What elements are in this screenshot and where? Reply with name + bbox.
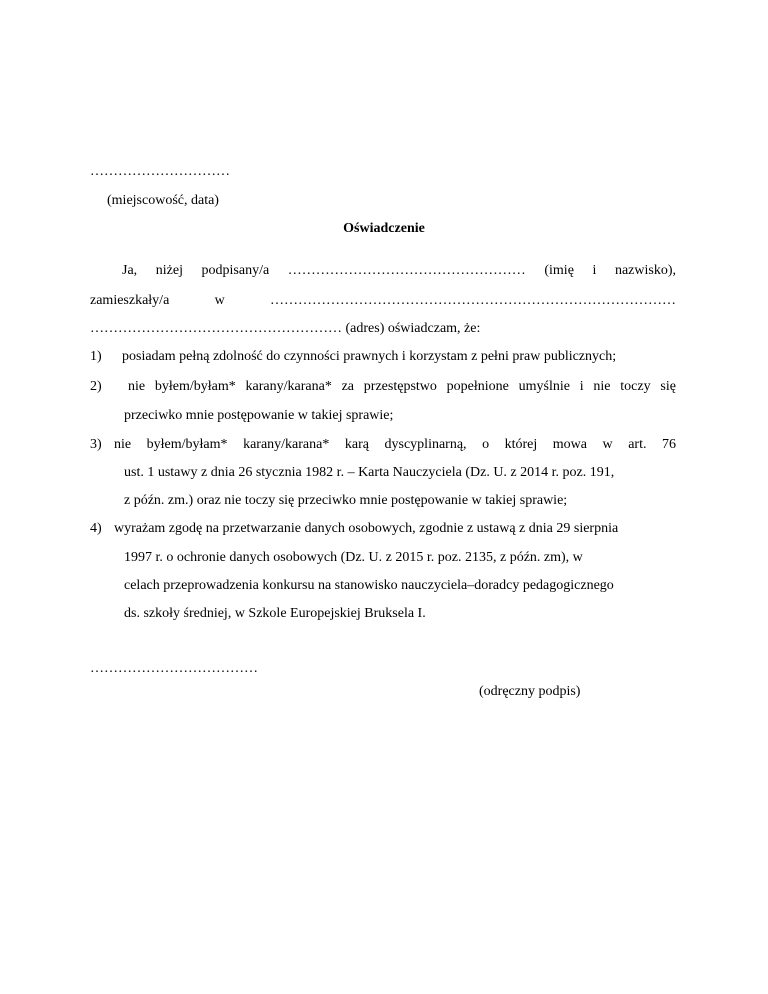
word: i	[579, 379, 584, 394]
item-4-line: celach przeprowadzenia konkursu na stanowisko nauczyciela–doradcy pedagogicznego	[124, 578, 614, 593]
item-4-line: 1997 r. o ochronie danych osobowych (Dz. U. z 2015 r. poz. 2135, z późn. zm), w	[124, 550, 583, 565]
word: za	[341, 379, 355, 394]
word: 76	[662, 437, 676, 452]
word: mowa	[552, 437, 588, 452]
name-dots: ……………………………………………	[287, 263, 526, 278]
word: dyscyplinarną,	[384, 437, 467, 452]
word: o	[482, 437, 490, 452]
word: podpisany/a	[201, 263, 270, 278]
word: umyślnie	[518, 379, 570, 394]
word: w	[214, 293, 225, 308]
word: nazwisko),	[614, 263, 676, 278]
word: w	[602, 437, 613, 452]
item-number: 1)	[90, 349, 102, 364]
place-date-dots: …………………………	[90, 164, 230, 179]
word: przestępstwo	[363, 379, 437, 394]
word: toczy	[620, 379, 651, 394]
place-date-label: (miejscowość, data)	[107, 193, 219, 208]
word: się	[660, 379, 676, 394]
word: karany/karana*	[243, 437, 330, 452]
item-number: 3)	[90, 437, 102, 452]
intro-line-3: ……………………………………………… (adres) oświadczam, że:	[90, 321, 481, 336]
item-4-line: ds. szkoły średniej, w Szkole Europejskiej Bruksela I.	[124, 606, 426, 621]
item-2-first-line	[128, 379, 676, 395]
word: popełnione	[446, 379, 509, 394]
intro-line-2	[90, 293, 676, 309]
word: karą	[344, 437, 369, 452]
page-title: Oświadczenie	[343, 221, 425, 236]
word: nie	[114, 437, 132, 452]
word: art.	[628, 437, 647, 452]
item-1-line: posiadam pełną zdolność do czynności prawnych i korzystam z pełni praw publicznych;	[122, 349, 617, 364]
item-3-line: ust. 1 ustawy z dnia 26 stycznia 1982 r. – Karta Nauczyciela (Dz. U. z 2014 r. poz. 191,	[124, 465, 615, 480]
address-dots: ……………………………………………………………………………	[269, 293, 676, 308]
word: i	[592, 263, 597, 278]
word: Ja,	[122, 263, 138, 278]
item-2-line: przeciwko mnie postępowanie w takiej sprawie;	[124, 408, 394, 423]
word: której	[504, 437, 538, 452]
signature-dots: ………………………………	[90, 661, 258, 676]
word: nie	[128, 379, 146, 394]
item-3-line: z późn. zm.) oraz nie toczy się przeciwko mnie postępowanie w takiej sprawie;	[124, 493, 568, 508]
word: byłem/byłam*	[154, 379, 236, 394]
word: nie	[593, 379, 611, 394]
item-3-first-line	[114, 437, 676, 453]
item-number: 2)	[90, 379, 102, 394]
intro-line-1	[122, 263, 676, 279]
item-number: 4)	[90, 521, 102, 536]
word: zamieszkały/a	[90, 293, 170, 308]
signature-label: (odręczny podpis)	[479, 684, 581, 699]
word: niżej	[155, 263, 183, 278]
item-4-first-line: wyrażam zgodę na przetwarzanie danych osobowych, zgodnie z ustawą z dnia 29 sierpnia	[114, 521, 619, 536]
word: byłem/byłam*	[146, 437, 228, 452]
word: (imię	[544, 263, 574, 278]
word: karany/karana*	[245, 379, 332, 394]
